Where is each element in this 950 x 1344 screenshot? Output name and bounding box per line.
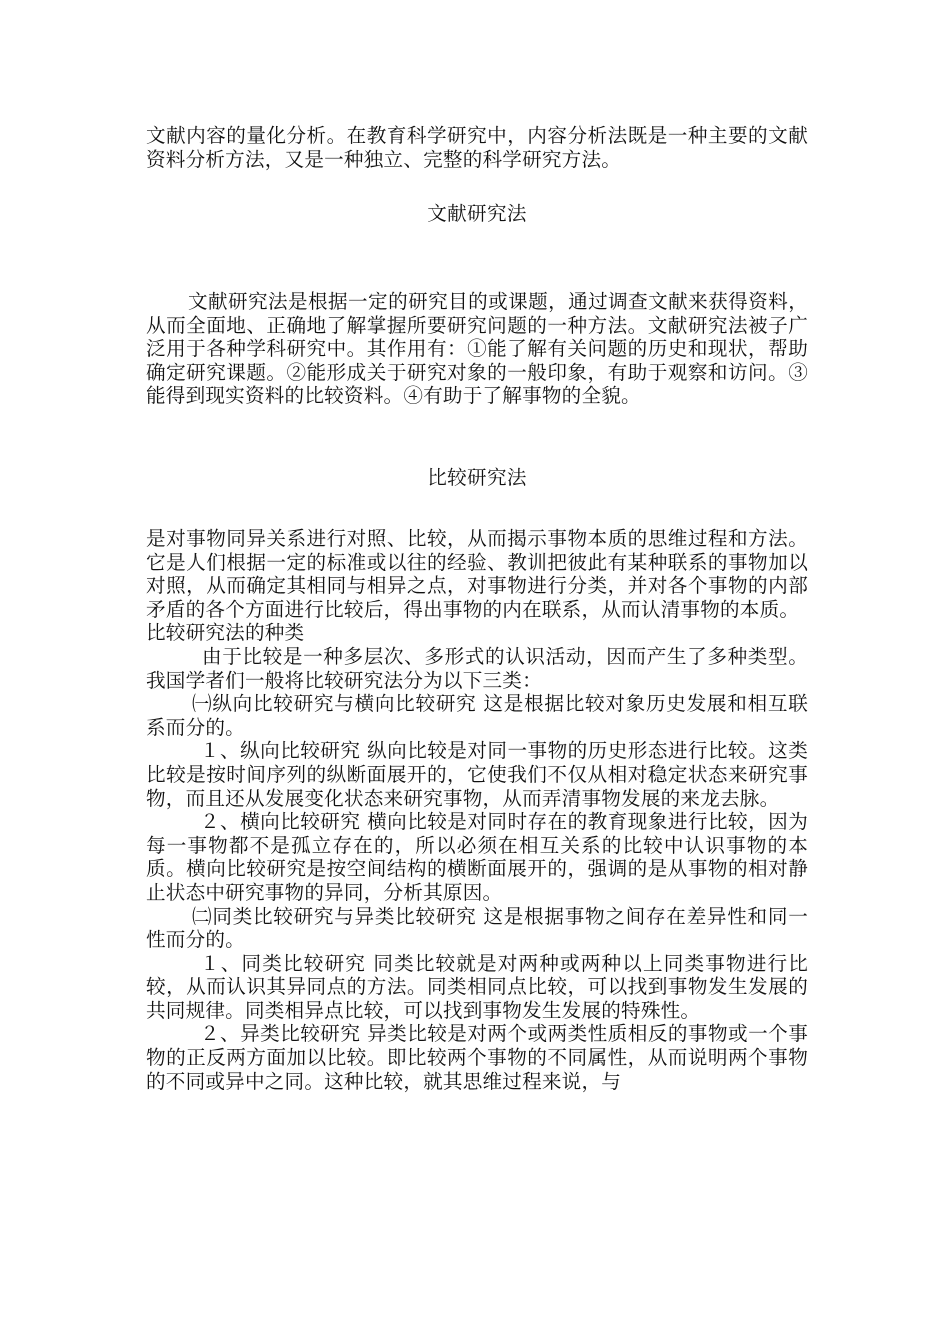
intro-continuation-paragraph: 文献内容的量化分析。在教育科学研究中，内容分析法既是一种主要的文献资料分析方法，又是一种独立、完整的科学研究方法。 — [146, 124, 808, 171]
comparative-section-title: 比较研究法 — [427, 466, 527, 489]
literature-section-body — [146, 290, 808, 408]
category-1-item-1-paragraph: １、纵向比较研究 纵向比较是对同一事物的历史形态进行比较。这类比较是按时间序列的纵断面展开的，它使我们不仅从相对稳定状态来研究事物，而且还从发展变化状态来研究事物，从而弄清事物发展的来龙去脉。 — [146, 739, 808, 810]
types-intro-paragraph: 由于比较是一种多层次、多形式的认识活动，因而产生了多种类型。我国学者们一般将比较研究法分为以下三类： — [146, 644, 808, 692]
category-1-item-2-paragraph: ２、横向比较研究 横向比较是对同时存在的教育现象进行比较，因为每一事物都不是孤立存在的，所以必须在相互关系的比较中认识事物的本质。横向比较研究是按空间结构的横断面展开的，强调的是从事物的相对静止状态中研究事物的异同，分析其原因。 — [146, 810, 808, 904]
literature-section-title: 文献研究法 — [427, 202, 527, 225]
comparative-definition-paragraph: 是对事物同异关系进行对照、比较，从而揭示事物本质的思维过程和方法。它是人们根据一定的标准或以往的经验、教训把彼此有某种联系的事物加以对照，从而确定其相同与相异之点，对事物进行分类，并对各个事物的内部矛盾的各个方面进行比较后，得出事物的内在联系，从而认清事物的本质。 — [146, 527, 808, 621]
comparative-section-body — [146, 527, 808, 1093]
category-2-item-2-paragraph: ２、异类比较研究 异类比较是对两个或两类性质相反的事物或一个事物的正反两方面加以比较。即比较两个事物的不同属性，从而说明两个事物的不同或异中之同。这种比较，就其思维过程来说，与 — [146, 1022, 808, 1093]
types-heading: 比较研究法的种类 — [146, 621, 305, 645]
literature-paragraph: 文献研究法是根据一定的研究目的或课题，通过调查文献来获得资料，从而全面地、正确地了解掌握所要研究问题的一种方法。文献研究法被子广泛用于各种学科研究中。其作用有：①能了解有关问题的历史和现状，帮助确定研究课题。②能形成关于研究对象的一般印象，有助于观察和访问。③能得到现实资料的比较资料。④有助于了解事物的全貌。 — [146, 290, 808, 408]
intro-continuation-block — [146, 124, 808, 171]
category-2-item-1-paragraph: １、同类比较研究 同类比较就是对两种或两种以上同类事物进行比较，从而认识其异同点的方法。同类相同点比较，可以找到事物发生发展的共同规律。同类相异点比较，可以找到事物发生发展的特殊性。 — [146, 951, 808, 1022]
category-1-paragraph: ㈠纵向比较研究与横向比较研究 这是根据比较对象历史发展和相互联系而分的。 — [146, 692, 808, 739]
category-2-paragraph: ㈡同类比较研究与异类比较研究 这是根据事物之间存在差异性和同一性而分的。 — [146, 904, 808, 952]
